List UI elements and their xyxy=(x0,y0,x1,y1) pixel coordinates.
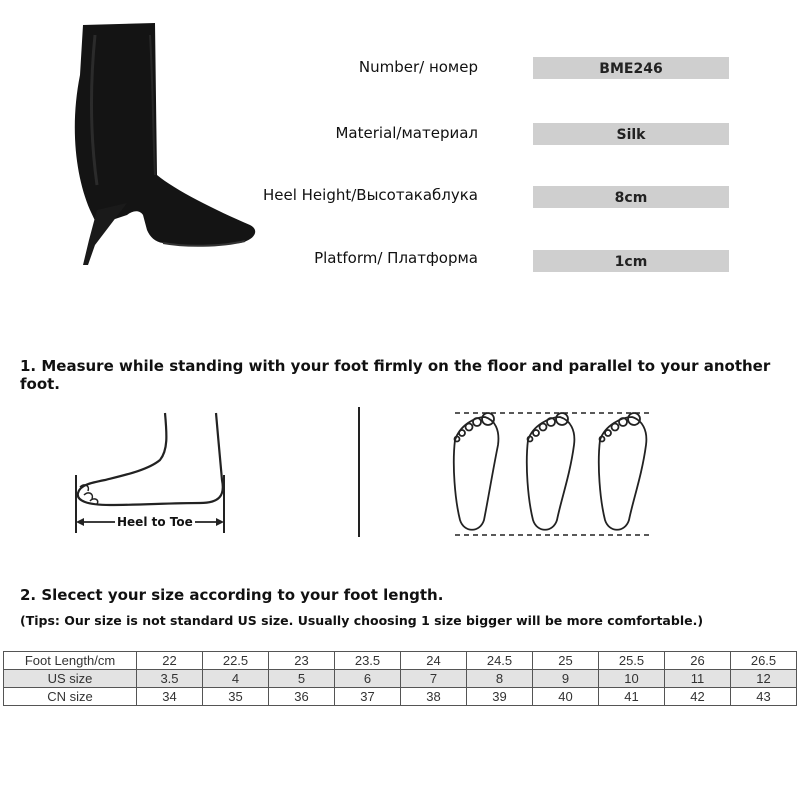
table-cell: 24.5 xyxy=(467,652,533,670)
table-row-header: CN size xyxy=(4,688,137,706)
spec-label-number: Number/ номер xyxy=(358,58,478,76)
diagram-divider xyxy=(358,407,360,537)
table-cell: 8 xyxy=(467,670,533,688)
table-cell: 10 xyxy=(599,670,665,688)
table-cell: 5 xyxy=(269,670,335,688)
table-row-header: US size xyxy=(4,670,137,688)
table-cell: 34 xyxy=(137,688,203,706)
spec-value-material: Silk xyxy=(533,123,729,145)
table-cell: 3.5 xyxy=(137,670,203,688)
table-cell: 37 xyxy=(335,688,401,706)
boot-product-image xyxy=(55,15,265,270)
spec-label-material: Material/материал xyxy=(335,124,478,142)
table-row-foot-length xyxy=(4,652,797,670)
table-cell: 12 xyxy=(731,670,797,688)
table-cell: 25 xyxy=(533,652,599,670)
table-cell: 43 xyxy=(731,688,797,706)
top-feet-diagram xyxy=(440,405,660,545)
table-cell: 40 xyxy=(533,688,599,706)
spec-label-heel-height: Heel Height/Высотакаблука xyxy=(262,186,478,204)
table-row-us-size xyxy=(4,670,797,688)
table-cell: 6 xyxy=(335,670,401,688)
spec-value-number: BME246 xyxy=(533,57,729,79)
table-row-header: Foot Length/cm xyxy=(4,652,137,670)
spec-value-heel-height: 8cm xyxy=(533,186,729,208)
table-cell: 4 xyxy=(203,670,269,688)
table-cell: 39 xyxy=(467,688,533,706)
instruction-step-1: 1. Measure while standing with your foot firmly on the floor and parallel to your another foot. xyxy=(20,357,771,393)
table-cell: 38 xyxy=(401,688,467,706)
spec-value-platform: 1cm xyxy=(533,250,729,272)
spec-label-platform: Platform/ Платформа xyxy=(314,249,478,267)
size-tips: (Tips: Our size is not standard US size. Usually choosing 1 size bigger will be more comfortable.) xyxy=(20,613,704,628)
table-cell: 23 xyxy=(269,652,335,670)
table-cell: 26.5 xyxy=(731,652,797,670)
heel-to-toe-label: Heel to Toe xyxy=(117,515,193,529)
table-cell: 9 xyxy=(533,670,599,688)
table-row-cn-size xyxy=(4,688,797,706)
table-cell: 24 xyxy=(401,652,467,670)
instruction-step-2: 2. Slecect your size according to your foot length. xyxy=(20,586,444,604)
table-cell: 26 xyxy=(665,652,731,670)
table-cell: 35 xyxy=(203,688,269,706)
size-table xyxy=(3,651,797,706)
table-cell: 11 xyxy=(665,670,731,688)
table-cell: 22 xyxy=(137,652,203,670)
table-cell: 25.5 xyxy=(599,652,665,670)
table-cell: 41 xyxy=(599,688,665,706)
table-cell: 36 xyxy=(269,688,335,706)
table-cell: 23.5 xyxy=(335,652,401,670)
table-cell: 42 xyxy=(665,688,731,706)
table-cell: 7 xyxy=(401,670,467,688)
table-cell: 22.5 xyxy=(203,652,269,670)
